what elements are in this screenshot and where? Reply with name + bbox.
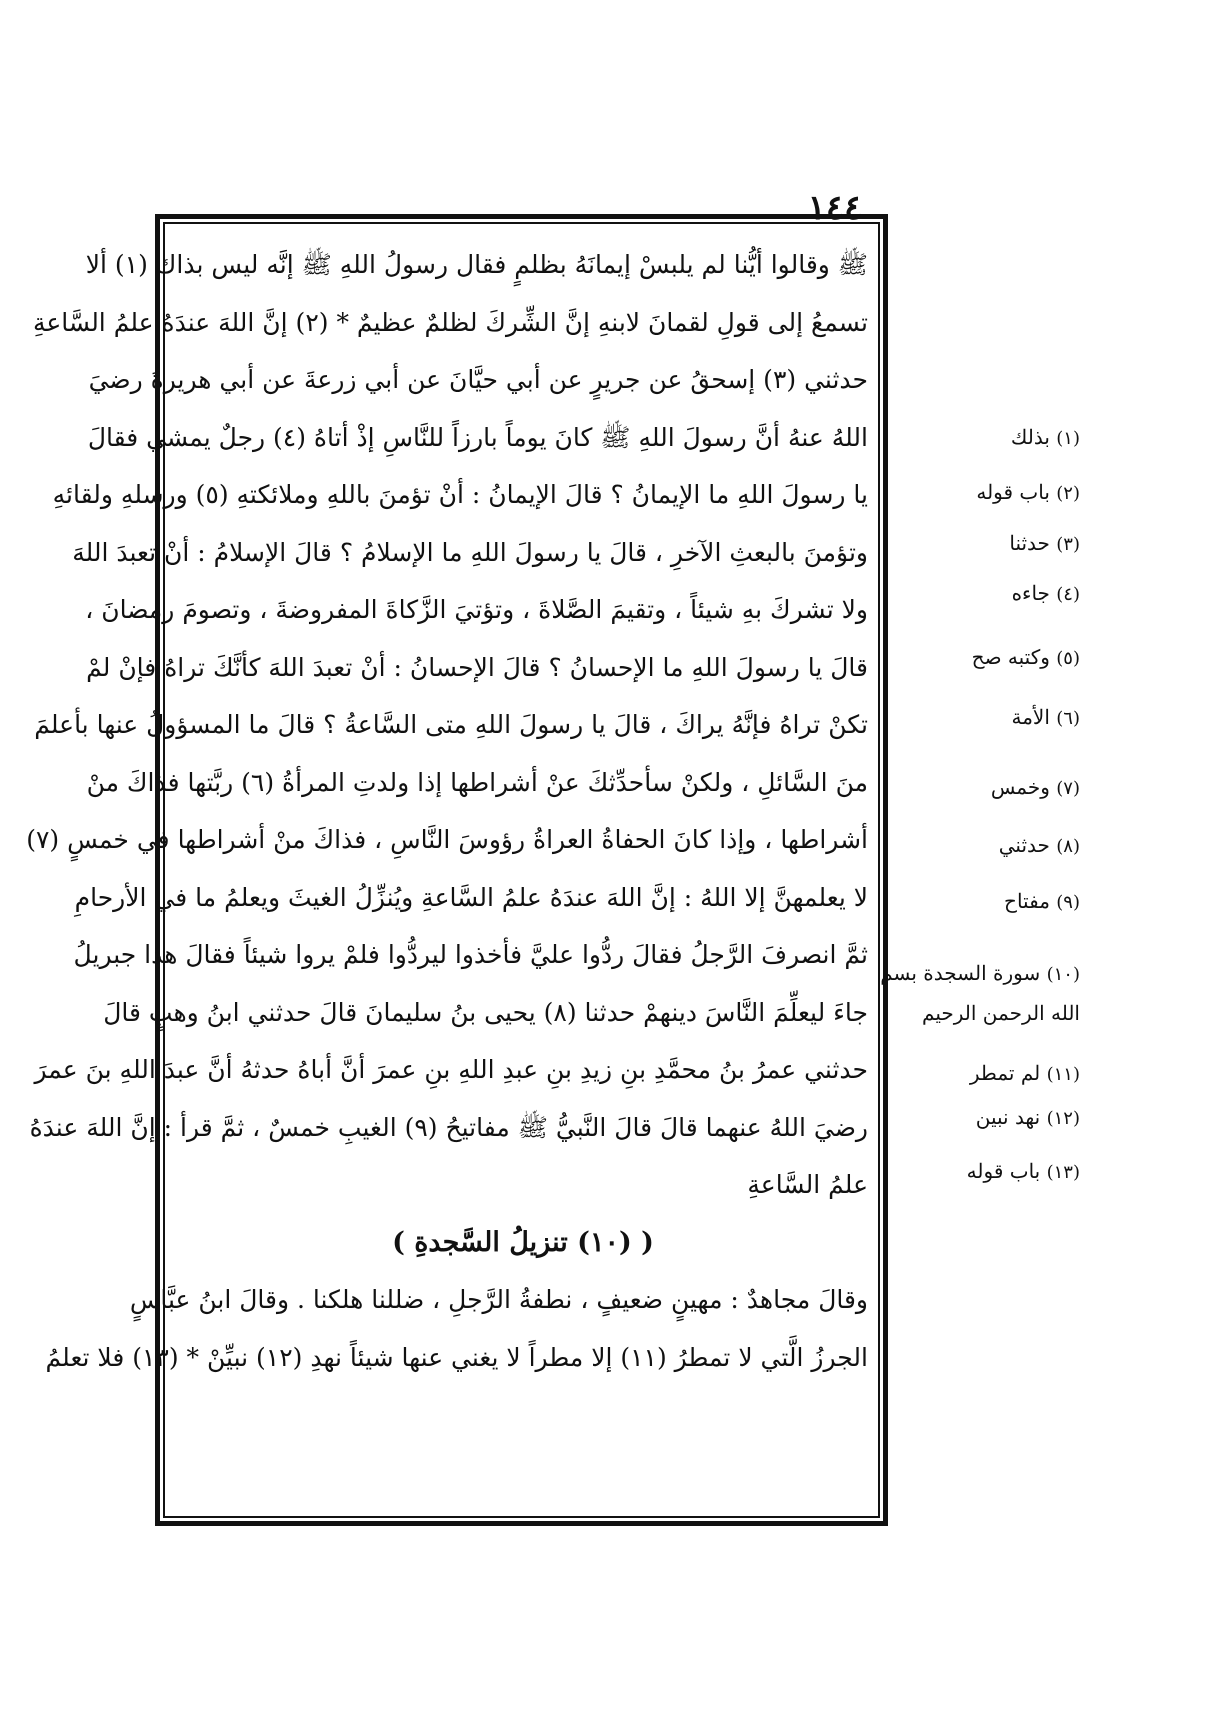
margin-note: (١٣) باب قوله [966,1159,1080,1183]
text-line: رضيَ اللهُ عنهما قالَ قالَ النَّبيُّ ﷺ مفاتيحُ (٩) الغيبِ خمسٌ ، ثمَّ قرأ : إنَّ اللهَ عندَهُ [29,1112,868,1142]
margin-note: (٨) حدثني [998,833,1080,857]
page-number: ١٤٤ [807,188,863,228]
margin-note: (٩) مفتاح [1004,889,1080,913]
margin-note: (٧) وخمس [990,775,1080,799]
text-line: حدثني عمرُ بنُ محمَّدِ بنِ زيدِ بنِ عبدِ اللهِ بنِ عمرَ أنَّ أباهُ حدثهُ أنَّ عبدَ اللهِ بنَ عمرَ [34,1055,868,1084]
margin-note: (١٢) نهد نبين [975,1105,1080,1129]
text-line: علمُ السَّاعةِ [747,1170,868,1199]
margin-note: (٢) باب قوله [976,480,1080,504]
text-line: تكنْ تراهُ فإنَّهُ يراكَ ، قالَ يا رسولَ اللهِ متى السَّاعةُ ؟ قالَ ما المسؤولُ عنها بأعلمَ [34,710,868,739]
margin-note: (٥) وكتبه صح [971,645,1080,669]
text-line: جاءَ ليعلِّمَ النَّاسَ دينهمْ حدثنا (٨) يحيى بنُ سليمانَ قالَ حدثني ابنُ وهبٍ قالَ [103,997,868,1027]
margin-note: (٣) حدثنا [1009,531,1080,555]
text-line: ﷺ وقالوا أيُّنا لم يلبسْ إيمانَهُ بظلمٍ فقال رسولُ اللهِ ﷺ إنَّه ليس بذاك (١) ألا [85,250,868,279]
text-line: يا رسولَ اللهِ ما الإيمانُ ؟ قالَ الإيمانُ : أنْ تؤمنَ باللهِ وملائكتهِ (٥) ورسلهِ ولقائهِ [52,480,868,509]
text-line: منَ السَّائلِ ، ولكنْ سأحدِّثكَ عنْ أشراطها إذا ولدتِ المرأةُ (٦) ربَّتها فذاكَ منْ [86,767,868,797]
main-text [26,236,868,1506]
margin-note: (٦) الأمة [1011,705,1080,729]
text-line: اللهُ عنهُ أنَّ رسولَ اللهِ ﷺ كانَ يوماً بارزاً للنَّاسِ إذْ أتاهُ (٤) رجلٌ يمشي فقالَ [87,422,868,452]
margin-note: (١٠) سورة السجدة بسم [880,961,1080,985]
margin-note: (١١) لم تمطر [969,1061,1080,1085]
text-line: تسمعُ إلى قولِ لقمانَ لابنهِ إنَّ الشِّركَ لظلمٌ عظيمٌ * (٢) إنَّ اللهَ عندَهُ علمُ السَّاعةِ [32,307,868,337]
text-line: الجرزُ الَّتي لا تمطرُ (١١) إلا مطراً لا يغني عنها شيئاً نهدِ (١٢) نبيِّنْ * (١٣) فلا تعلمُ [45,1342,868,1372]
section-heading: ( (١٠) تنزيلُ السَّجدةِ ) [392,1226,654,1258]
text-line: حدثني (٣) إسحقُ عن جريرٍ عن أبي حيَّانَ عن أبي زرعةَ عن أبي هريرةَ رضيَ [88,365,868,394]
text-line: ثمَّ انصرفَ الرَّجلُ فقالَ ردُّوا عليَّ فأخذوا ليردُّوا فلمْ يروا شيئاً فقالَ هذا جبريلُ [73,940,868,969]
text-line: ولا تشركَ بهِ شيئاً ، وتقيمَ الصَّلاةَ ، وتؤتيَ الزَّكاةَ المفروضةَ ، وتصومَ رمضانَ ، [85,595,868,624]
text-line: قالَ يا رسولَ اللهِ ما الإحسانُ ؟ قالَ الإحسانُ : أنْ تعبدَ اللهَ كأنَّكَ تراهُ فإنْ لمْ [86,652,868,682]
text-line: وتؤمنَ بالبعثِ الآخرِ ، قالَ يا رسولَ اللهِ ما الإسلامُ ؟ قالَ الإسلامُ : أنْ تعبدَ اللهَ [72,537,868,567]
margin-note: (١) بذلك [1010,425,1080,449]
text-line: أشراطها ، وإذا كانَ الحفاةُ العراةُ رؤوسَ النَّاسِ ، فذاكَ منْ أشراطها في خمسٍ (٧) [26,825,868,854]
margin-note: (٤) جاءه [1011,581,1080,605]
text-line: لا يعلمهنَّ إلا اللهُ : إنَّ اللهَ عندَهُ علمُ السَّاعةِ ويُنزِّلُ الغيثَ ويعلمُ ما في الأرحامِ [74,882,868,912]
text-line: وقالَ مجاهدٌ : مهينٍ ضعيفٍ ، نطفةُ الرَّجلِ ، ضللنا هلكنا . وقالَ ابنُ عبَّاسٍ [129,1285,868,1314]
margin-note: الله الرحمن الرحيم [922,1001,1080,1025]
